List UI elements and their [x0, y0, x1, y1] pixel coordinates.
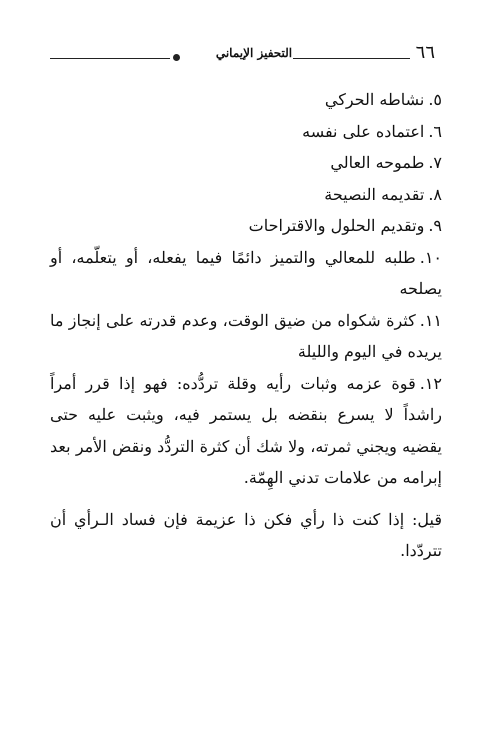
list-item [50, 84, 442, 116]
item-number: ٨. [428, 184, 442, 204]
page-number: ٦٦ [415, 42, 435, 63]
item-text: كثرة شكواه من ضيق الوقت، وعدم قدرته على إنجاز ما يريده في اليوم والليلة [50, 310, 442, 361]
item-number: ٦. [428, 121, 442, 141]
item-text: اعتماده على نفسه [302, 121, 425, 141]
item-number: ٥. [428, 90, 442, 109]
list-item [50, 116, 442, 148]
page-body [50, 84, 442, 583]
list-item [50, 368, 442, 494]
item-text: نشاطه الحركي [324, 90, 425, 109]
running-title: التحفيز الإيماني [215, 46, 293, 60]
item-text: وتقديم الحلول والاقتراحات [248, 216, 425, 235]
item-text: تقديمه النصيحة [324, 184, 425, 204]
item-number: ١٠. [419, 247, 442, 267]
list-item [50, 210, 442, 242]
list-item [50, 179, 442, 211]
item-text: قوة عزمه وثبات رأيه وقلة تردُّده: فهو إذا قرر أمراً راشداً لا يسرع بنقضه بل يستمر فيه، ويثبت عليه حتى يقضيه ويجني ثمرته، ولا شك أن كثرة التردُّد ونقض الأمر بعد إبرامه من علامات تدني الهِمّة. [50, 373, 442, 487]
list-item [50, 242, 442, 305]
header-rule-right [293, 58, 410, 59]
item-text: طلبه للمعالي والتميز دائمًا فيما يفعله، أو يتعلّمه، أو يصلحه [50, 247, 442, 298]
item-number: ٩. [428, 216, 442, 235]
running-header [50, 44, 435, 68]
header-bullet [173, 54, 180, 61]
list-item [50, 147, 442, 179]
list-item [50, 305, 442, 368]
item-number: ١١. [419, 310, 442, 330]
poetry-quote: قيل: إذا كنت ذا رأي فكن ذا عزيمة فإن فساد الـرأي أن تتردّدا. [50, 509, 442, 560]
item-number: ١٢. [419, 373, 442, 393]
item-text: طموحه العالي [330, 153, 425, 172]
item-number: ٧. [428, 153, 442, 172]
header-rule-left [50, 58, 170, 59]
